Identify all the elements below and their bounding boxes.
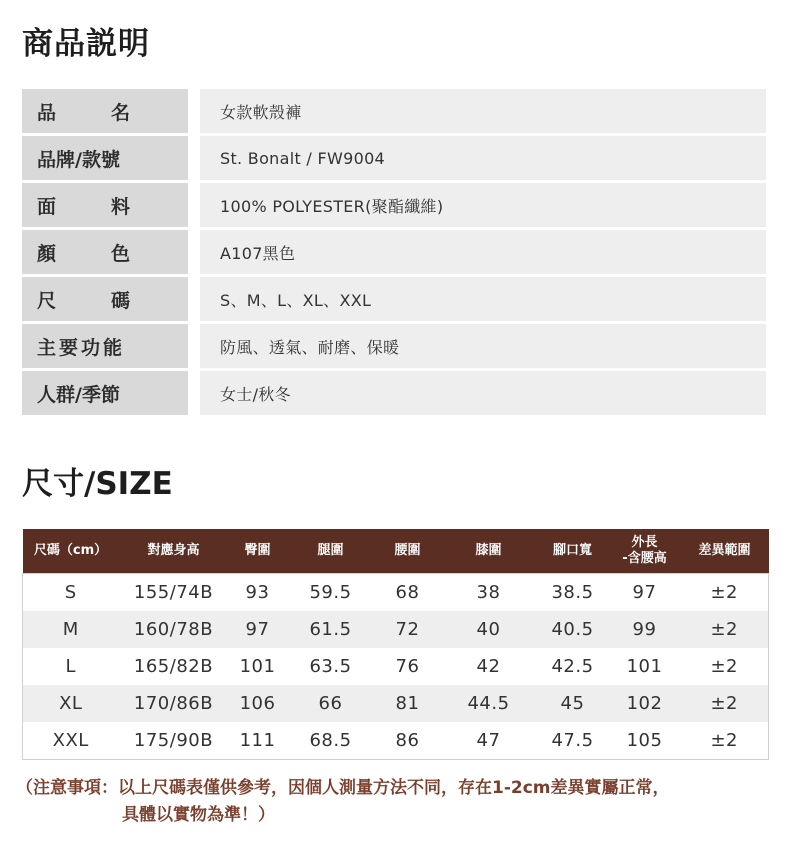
spec-row [22, 230, 766, 274]
size-cell: 111 [229, 722, 287, 760]
size-cell: XL [23, 685, 119, 722]
spec-value: 防風、透氣、耐磨、保暖 [200, 324, 766, 368]
spec-label [22, 277, 188, 321]
size-cell: 102 [609, 685, 681, 722]
spec-row [22, 277, 766, 321]
size-cell: 47 [441, 722, 537, 760]
spec-label-char: 色 [110, 242, 130, 265]
size-cell: ±2 [681, 648, 769, 685]
spec-label [22, 230, 188, 274]
size-row [23, 722, 769, 760]
size-header-cell: 腳口寬 [537, 529, 609, 574]
size-cell: L [23, 648, 119, 685]
spec-label-char: 顏 [37, 242, 57, 265]
size-header-cell: 腿圍 [287, 529, 375, 574]
size-row [23, 574, 769, 612]
size-row [23, 685, 769, 722]
spec-gap [188, 324, 200, 368]
size-header-cell: 差異範圍 [681, 529, 769, 574]
spec-value: A107黑色 [200, 230, 766, 274]
size-cell: 76 [375, 648, 441, 685]
size-header-cell: 臀圍 [229, 529, 287, 574]
size-cell: 68.5 [287, 722, 375, 760]
size-cell: 165/82B [119, 648, 229, 685]
spec-label-char: 料 [110, 195, 130, 218]
size-cell: 47.5 [537, 722, 609, 760]
size-cell: 101 [229, 648, 287, 685]
spec-value: S、M、L、XL、XXL [200, 277, 766, 321]
spec-label-text: 人群/季節 [37, 383, 120, 406]
size-table-header [23, 529, 769, 574]
size-note-line1: （注意事項：以上尺碼表僅供參考，因個人測量方法不同，存在1-2cm差異實屬正常， [16, 778, 670, 798]
size-row [23, 648, 769, 685]
size-table [22, 529, 769, 760]
spec-row [22, 136, 766, 180]
size-cell: 42.5 [537, 648, 609, 685]
spec-label [22, 324, 188, 368]
spec-row [22, 324, 766, 368]
size-cell: ±2 [681, 611, 769, 648]
spec-label-char: 品 [37, 101, 57, 124]
spec-label-char: 尺 [37, 289, 57, 312]
size-cell: 160/78B [119, 611, 229, 648]
spec-gap [188, 230, 200, 274]
product-description-title: 商品説明 [22, 26, 150, 62]
size-cell: 105 [609, 722, 681, 760]
size-cell: 175/90B [119, 722, 229, 760]
size-note-line2: 具體以實物為準！） [122, 805, 275, 825]
product-spec-list [22, 89, 766, 418]
size-cell: 170/86B [119, 685, 229, 722]
size-section-title: 尺寸/SIZE [22, 466, 173, 502]
size-note [16, 775, 776, 829]
spec-label-text: 主要功能 [37, 336, 126, 359]
spec-value: St. Bonalt / FW9004 [200, 136, 766, 180]
size-header-cell: 外長 -含腰高 [609, 529, 681, 574]
size-cell: ±2 [681, 722, 769, 760]
size-cell: S [23, 574, 119, 612]
spec-value: 女士/秋冬 [200, 371, 766, 415]
size-header-cell: 對應身高 [119, 529, 229, 574]
size-cell: 72 [375, 611, 441, 648]
spec-label [22, 371, 188, 415]
size-cell: M [23, 611, 119, 648]
size-cell: ±2 [681, 574, 769, 612]
spec-value: 女款軟殼褲 [200, 89, 766, 133]
spec-gap [188, 371, 200, 415]
spec-row [22, 89, 766, 133]
size-cell: 66 [287, 685, 375, 722]
size-cell: 97 [609, 574, 681, 612]
size-row [23, 611, 769, 648]
size-cell: 40.5 [537, 611, 609, 648]
size-cell: 38.5 [537, 574, 609, 612]
size-cell: ±2 [681, 685, 769, 722]
size-cell: 61.5 [287, 611, 375, 648]
size-cell: 97 [229, 611, 287, 648]
spec-value: 100% POLYESTER(聚酯纖維) [200, 183, 766, 227]
spec-gap [188, 136, 200, 180]
spec-label [22, 89, 188, 133]
spec-label-char: 名 [110, 101, 130, 124]
size-cell: 40 [441, 611, 537, 648]
size-cell: 81 [375, 685, 441, 722]
size-cell: 155/74B [119, 574, 229, 612]
size-cell: 106 [229, 685, 287, 722]
spec-label-char: 碼 [110, 289, 130, 312]
size-cell: 45 [537, 685, 609, 722]
size-header-cell: 尺碼（cm） [23, 529, 119, 574]
size-header-cell: 膝圍 [441, 529, 537, 574]
spec-label-char: 面 [37, 195, 57, 218]
size-cell: 93 [229, 574, 287, 612]
size-cell: 68 [375, 574, 441, 612]
size-cell: 44.5 [441, 685, 537, 722]
spec-gap [188, 89, 200, 133]
size-cell: 99 [609, 611, 681, 648]
spec-gap [188, 277, 200, 321]
size-header-cell: 腰圍 [375, 529, 441, 574]
size-cell: 101 [609, 648, 681, 685]
spec-row [22, 183, 766, 227]
spec-label [22, 136, 188, 180]
size-cell: 38 [441, 574, 537, 612]
size-cell: 86 [375, 722, 441, 760]
spec-gap [188, 183, 200, 227]
spec-label-text: 品牌/款號 [37, 148, 120, 171]
spec-row [22, 371, 766, 415]
size-cell: 42 [441, 648, 537, 685]
spec-label [22, 183, 188, 227]
size-cell: 59.5 [287, 574, 375, 612]
size-cell: XXL [23, 722, 119, 760]
size-cell: 63.5 [287, 648, 375, 685]
